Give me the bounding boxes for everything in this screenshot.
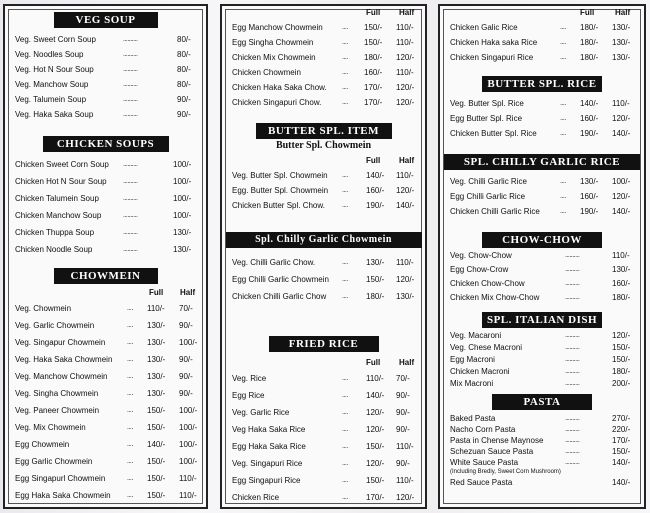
item-price-full: 150/-: [147, 474, 166, 483]
menu-item: Red Sauce Pasta 140/-: [450, 478, 631, 487]
item-price-full: 160/-: [580, 114, 599, 123]
item-name: Chicken Haka saka Rice: [450, 38, 538, 47]
item-price-half: 130/-: [612, 53, 631, 62]
menu-item: Veg. Chow-Chow .......... 110/-: [440, 249, 644, 263]
item-price-half: 110/-: [179, 474, 197, 483]
menu-item: Chicken Butter Spl. Rice .... 190/- 140/-: [440, 126, 644, 141]
menu-item: Egg Haka Saka Chowmein .... 150/- 110/-: [5, 487, 206, 504]
item-name: Chicken Hot N Sour Soup: [15, 177, 107, 186]
item-price-half: 110/-: [396, 68, 414, 77]
menu-item: Egg. Butter Spl. Chowmein .... 160/- 120/-: [222, 183, 425, 198]
item-name: Chicken Haka Saka Chow.: [232, 83, 327, 92]
menu-item: Veg. Garlic Chowmein .... 130/- 90/-: [5, 317, 206, 334]
item-name: Egg. Butter Spl. Chowmein: [232, 186, 329, 195]
item-name: Nacho Corn Pasta: [450, 425, 516, 434]
menu-item: Egg Chowmein .... 140/- 100/-: [5, 436, 206, 453]
item-price-full: 180/-: [364, 53, 383, 62]
item-price: 220/-: [612, 425, 631, 434]
menu-item: Veg. Chese Macroni .......... 150/-: [450, 343, 631, 352]
item-name: Veg. Manchow Soup: [15, 80, 89, 89]
item-price-half: 110/-: [396, 476, 414, 485]
item-name: Chicken Butter Spl. Rice: [450, 129, 537, 138]
menu-item: Veg. Butter Spl. Rice .... 140/- 110/-: [440, 96, 644, 111]
butter-rice-section: [440, 76, 644, 141]
item-name: Chicken Mix Chowmein: [232, 53, 316, 62]
item-name: Veg. Chese Macroni: [450, 343, 523, 352]
menu-column-1: [3, 4, 208, 509]
menu-item: Veg. Chilli Garlic Chow. .... 130/- 110/-: [222, 254, 425, 271]
item-price-full: 150/-: [364, 38, 383, 47]
item-price: 100/-: [173, 211, 192, 220]
column-header: Full Half: [366, 156, 415, 165]
item-price-half: 120/-: [612, 192, 631, 201]
item-price: 90/-: [177, 110, 191, 119]
menu-item: Veg. Garlic Rice .... 120/- 90/-: [222, 404, 425, 421]
item-price: 120/-: [612, 331, 631, 340]
item-name: Chicken Thuppa Soup: [15, 228, 95, 237]
item-price: 180/-: [612, 367, 631, 376]
menu-item: Veg. Sweet Corn Soup .......... 80/-: [5, 32, 206, 47]
item-name: Egg Singapuri Rice: [232, 476, 301, 485]
menu-item: Chicken Hot N Sour Soup .......... 100/-: [5, 173, 206, 190]
chicken-soups-section: [5, 136, 206, 258]
item-name: Chicken Chowmein: [232, 68, 301, 77]
item-name: Chicken Singapuri Chow.: [232, 98, 322, 107]
item-name: Chicken Macroni: [450, 367, 510, 376]
item-price-full: 190/-: [366, 201, 385, 210]
chilly-rice-section: [440, 154, 644, 219]
item-price-full: 140/-: [366, 171, 385, 180]
item-price-full: 130/-: [147, 321, 166, 330]
item-name: Egg Singapurl Chowmein: [15, 474, 106, 483]
item-price-half: 140/-: [612, 129, 631, 138]
item-name: Veg. Chilli Garlic Rice: [450, 177, 527, 186]
item-name: Veg. Haka Saka Soup: [15, 110, 94, 119]
item-price: 80/-: [177, 50, 191, 59]
item-name: Chicken Butter Spl. Chow.: [232, 201, 325, 210]
menu-item: Nacho Corn Pasta .......... 220/-: [450, 425, 631, 434]
item-price-full: 160/-: [580, 192, 599, 201]
butter-item-section: [222, 123, 425, 213]
item-name: Egg Haka Saka Chowmein: [15, 491, 111, 500]
menu-item: Egg Rice .... 140/- 90/-: [222, 387, 425, 404]
item-price-half: 90/-: [179, 372, 193, 381]
menu-item: Chicken Manchow Soup .......... 100/-: [5, 207, 206, 224]
item-price-half: 110/-: [396, 23, 414, 32]
menu-item: Baked Pasta .......... 270/-: [450, 414, 631, 423]
item-price-half: 140/-: [396, 201, 415, 210]
menu-item: Veg. Rice .... 110/- 70/-: [222, 370, 425, 387]
item-price-full: 180/-: [366, 292, 385, 301]
item-name: Veg. Paneer Chowmein: [15, 406, 100, 415]
item-price-half: 90/-: [396, 459, 410, 468]
item-price-half: 110/-: [612, 99, 630, 108]
item-name: Egg Singha Chowmein: [232, 38, 314, 47]
item-price-full: 120/-: [366, 425, 385, 434]
item-price-full: 150/-: [364, 23, 383, 32]
menu-item: Egg Singapurl Chowmein .... 150/- 110/-: [5, 470, 206, 487]
item-price: 270/-: [612, 414, 631, 423]
item-name: Veg Haka Saka Rice: [232, 425, 306, 434]
item-price: 80/-: [177, 80, 191, 89]
item-price-half: 120/-: [396, 83, 415, 92]
item-price-half: 110/-: [396, 258, 414, 267]
column-header: Full Half: [366, 358, 415, 367]
item-name: Veg. Sweet Corn Soup: [15, 35, 96, 44]
menu-column-3: [438, 4, 646, 509]
section-title: CHOWMEIN: [54, 268, 158, 284]
chowmein-section: [5, 268, 206, 504]
menu-item: Veg. Mix Chowmein .... 150/- 100/-: [5, 419, 206, 436]
menu-item: Schezuan Sauce Pasta .......... 150/-: [450, 447, 631, 456]
item-price-full: 150/-: [366, 476, 385, 485]
menu-column-2: [220, 4, 427, 509]
item-price: 80/-: [177, 35, 191, 44]
section-title: PASTA: [492, 394, 592, 410]
item-name: Veg. Macaroni: [450, 331, 502, 340]
item-price-half: 100/-: [612, 177, 631, 186]
item-name: Veg. Rice: [232, 374, 267, 383]
chilly-chowmein-section: [222, 232, 425, 305]
menu-item: Chicken Talumein Soup .......... 100/-: [5, 190, 206, 207]
item-price-full: 130/-: [147, 372, 166, 381]
rice-continued-section: [440, 8, 644, 65]
item-price: 140/-: [612, 458, 631, 467]
item-name: Chicken Noodle Soup: [15, 245, 93, 254]
item-price: 100/-: [173, 160, 192, 169]
menu-item: Veg. Singapur Chowmein .... 130/- 100/-: [5, 334, 206, 351]
item-name: Veg. Hot N Sour Soup: [15, 65, 94, 74]
section-title: SPL. CHILLY GARLIC RICE: [444, 154, 640, 170]
column-header: Full Half: [580, 8, 631, 17]
item-name: Veg. Butter Spl. Rice: [450, 99, 524, 108]
item-price-half: 110/-: [396, 442, 414, 451]
item-name: Schezuan Sauce Pasta: [450, 447, 534, 456]
item-price-half: 130/-: [612, 23, 631, 32]
menu-item: Veg. Haka Saka Soup .......... 90/-: [5, 107, 206, 122]
item-price-full: 110/-: [366, 374, 384, 383]
item-price-half: 120/-: [396, 53, 415, 62]
item-price-half: 70/-: [179, 304, 193, 313]
item-price-full: 120/-: [366, 408, 385, 417]
menu-item: Chicken Mix Chow-Chow .......... 180/-: [440, 291, 644, 305]
item-price-full: 150/-: [366, 442, 385, 451]
item-price-half: 110/-: [179, 491, 197, 500]
item-price-full: 160/-: [364, 68, 383, 77]
menu-item: Veg. Singapuri Rice .... 120/- 90/-: [222, 455, 425, 472]
item-price-half: 90/-: [179, 321, 193, 330]
menu-item: Mix Macroni .......... 200/-: [450, 379, 631, 388]
item-name: Egg Haka Saka Rice: [232, 442, 306, 451]
item-price-full: 150/-: [366, 275, 385, 284]
item-price-full: 120/-: [366, 459, 385, 468]
item-price-half: 90/-: [396, 425, 410, 434]
item-name: White Sauce Pasta: [450, 458, 519, 467]
item-price: 130/-: [173, 228, 192, 237]
pasta-section: [440, 394, 644, 489]
section-subtitle: Butter Spl. Chowmein: [275, 140, 372, 151]
menu-item: Pasta in Chense Maynose .......... 170/-: [450, 436, 631, 445]
veg-soup-section: [5, 12, 206, 122]
item-price: 130/-: [173, 245, 192, 254]
item-name: Veg. Talumein Soup: [15, 95, 87, 104]
item-name: Egg Chilli Garlic Rice: [450, 192, 526, 201]
menu-item: Veg Haka Saka Rice .... 120/- 90/-: [222, 421, 425, 438]
item-price-full: 140/-: [580, 99, 599, 108]
menu-item: Veg. Hot N Sour Soup .......... 80/-: [5, 62, 206, 77]
menu-item: Veg. Butter Spl. Chowmein .... 140/- 110/-: [222, 168, 425, 183]
item-name: Chicken Mix Chow-Chow: [450, 293, 540, 302]
section-title: SPL. ITALIAN DISH: [482, 312, 602, 328]
item-name: Egg Chowmein: [15, 440, 70, 449]
item-price-half: 110/-: [396, 38, 414, 47]
item-price: 110/-: [612, 251, 630, 260]
item-price-half: 120/-: [396, 98, 415, 107]
item-price-full: 180/-: [580, 53, 599, 62]
menu-item: Egg Singha Chowmein .... 150/- 110/-: [222, 35, 425, 50]
menu-item: Egg Haka Saka Rice .... 150/- 110/-: [222, 438, 425, 455]
item-name: Veg. Chowmein: [15, 304, 72, 313]
item-name: Chicken Chow-Chow: [450, 279, 525, 288]
item-price-full: 150/-: [147, 457, 166, 466]
menu-item: Chicken Macroni .......... 180/-: [450, 367, 631, 376]
menu-item: Chicken Noodle Soup .......... 130/-: [5, 241, 206, 258]
menu-item: Egg Chilli Garlic Rice .... 160/- 120/-: [440, 189, 644, 204]
menu-item: Chicken Chow-Chow .......... 160/-: [440, 277, 644, 291]
section-title: CHICKEN SOUPS: [43, 136, 169, 152]
item-price-half: 140/-: [612, 207, 631, 216]
item-name: Mix Macroni: [450, 379, 494, 388]
item-price-full: 170/-: [364, 98, 383, 107]
item-price-full: 150/-: [147, 491, 166, 500]
menu-item: Chicken Chilli Garlic Chow .... 180/- 130/-: [222, 288, 425, 305]
menu-item: Chicken Haka Saka Chow. .... 170/- 120/-: [222, 80, 425, 95]
item-name: Veg. Mix Chowmein: [15, 423, 86, 432]
item-price-full: 150/-: [147, 423, 166, 432]
menu-item: Chicken Singapuri Chow. .... 170/- 120/-: [222, 95, 425, 110]
menu-item: Veg. Manchow Chowmein .... 130/- 90/-: [5, 368, 206, 385]
menu-item: Veg. Haka Saka Chowmein .... 130/- 90/-: [5, 351, 206, 368]
item-price-half: 90/-: [179, 355, 193, 364]
item-name: Chicken Rice: [232, 493, 280, 502]
menu-item: Veg. Chowmein .... 110/- 70/-: [5, 300, 206, 317]
menu-item: Egg Macroni .......... 150/-: [450, 355, 631, 364]
column-header: Full Half: [149, 288, 196, 297]
item-price-half: 130/-: [612, 38, 631, 47]
italian-dish-section: [440, 312, 644, 390]
item-price: 150/-: [612, 343, 631, 352]
chowmein-continued-section: [222, 8, 425, 110]
item-name: Veg. Noodles Soup: [15, 50, 84, 59]
item-name: Veg. Singapur Chowmein: [15, 338, 106, 347]
menu-item: Veg. Singha Chowmein .... 130/- 90/-: [5, 385, 206, 402]
item-price: 160/-: [612, 279, 631, 288]
item-name: Veg. Singha Chowmein: [15, 389, 99, 398]
item-name: Egg Macroni: [450, 355, 495, 364]
menu-item: White Sauce Pasta .......... 140/-: [450, 458, 631, 467]
menu-item: Egg Garlic Chowmein .... 150/- 100/-: [5, 453, 206, 470]
pasta-note: (Including Bredly, Sweet Corn Mushroom): [450, 469, 561, 475]
item-price-half: 100/-: [179, 440, 198, 449]
menu-item: Egg Chow-Crow .......... 130/-: [440, 263, 644, 277]
item-name: Egg Garlic Chowmein: [15, 457, 93, 466]
item-price-full: 130/-: [147, 389, 166, 398]
menu-item: Egg Singapuri Rice .... 150/- 110/-: [222, 472, 425, 489]
item-name: Pasta in Chense Maynose: [450, 436, 544, 445]
item-name: Veg. Manchow Chowmein: [15, 372, 108, 381]
menu-item: Chicken Chowmein .... 160/- 110/-: [222, 65, 425, 80]
item-price-half: 120/-: [396, 493, 415, 502]
item-price: 80/-: [177, 65, 191, 74]
menu-item: Veg. Manchow Soup .......... 80/-: [5, 77, 206, 92]
section-title: Spl. Chilly Garlic Chowmein: [226, 232, 422, 248]
menu-item: Veg. Paneer Chowmein .... 150/- 100/-: [5, 402, 206, 419]
section-title: CHOW-CHOW: [482, 232, 602, 248]
menu-item: Chicken Chilli Garlic Rice .... 190/- 140/-: [440, 204, 644, 219]
item-price-half: 120/-: [612, 114, 631, 123]
item-price-full: 130/-: [147, 338, 166, 347]
item-price-full: 110/-: [147, 304, 165, 313]
item-name: Chicken Galic Rice: [450, 23, 518, 32]
menu-item: Chicken Mix Chowmein .... 180/- 120/-: [222, 50, 425, 65]
fried-rice-section: [222, 336, 425, 506]
item-price-full: 140/-: [147, 440, 166, 449]
item-price-full: 170/-: [364, 83, 383, 92]
item-price-half: 90/-: [396, 408, 410, 417]
item-name: Egg Butter Spl. Rice: [450, 114, 523, 123]
item-price: 180/-: [612, 293, 631, 302]
item-price-half: 100/-: [179, 338, 198, 347]
item-name: Veg. Chilli Garlic Chow.: [232, 258, 316, 267]
item-price-half: 90/-: [396, 391, 410, 400]
menu-item: Veg. Chilli Garlic Rice .... 130/- 100/-: [440, 174, 644, 189]
item-price-full: 130/-: [147, 355, 166, 364]
item-price: 170/-: [612, 436, 631, 445]
item-name: Egg Rice: [232, 391, 265, 400]
item-price-full: 180/-: [580, 38, 599, 47]
item-name: Veg. Garlic Rice: [232, 408, 290, 417]
item-price-half: 90/-: [179, 389, 193, 398]
section-title: VEG SOUP: [54, 12, 158, 28]
item-price: 200/-: [612, 379, 631, 388]
section-title: BUTTER SPL. ITEM: [256, 123, 392, 139]
menu-item: Egg Chilli Garlic Chowmein .... 150/- 120/-: [222, 271, 425, 288]
item-name: Chicken Sweet Corn Soup: [15, 160, 109, 169]
item-name: Chicken Manchow Soup: [15, 211, 102, 220]
item-name: Chicken Singapuri Rice: [450, 53, 534, 62]
menu-item: Veg. Noodles Soup .......... 80/-: [5, 47, 206, 62]
item-price-full: 160/-: [366, 186, 385, 195]
item-price-half: 120/-: [396, 186, 415, 195]
item-price-half: 130/-: [396, 292, 415, 301]
menu-item: Chicken Sweet Corn Soup .......... 100/-: [5, 156, 206, 173]
item-price-full: 150/-: [147, 406, 166, 415]
item-price-half: 110/-: [396, 171, 414, 180]
item-name: Veg. Singapuri Rice: [232, 459, 303, 468]
item-name: Veg. Haka Saka Chowmein: [15, 355, 113, 364]
item-price-full: 190/-: [580, 207, 599, 216]
item-price-full: 130/-: [366, 258, 385, 267]
menu-item: Veg. Talumein Soup .......... 90/-: [5, 92, 206, 107]
item-name: Egg Chow-Crow: [450, 265, 509, 274]
item-price-half: 100/-: [179, 406, 198, 415]
item-price-half: 120/-: [396, 275, 415, 284]
menu-item: Chicken Galic Rice .... 180/- 130/-: [440, 20, 644, 35]
column-header: Full Half: [366, 8, 415, 17]
item-price-half: 100/-: [179, 457, 198, 466]
item-price-full: 130/-: [580, 177, 599, 186]
section-title: BUTTER SPL. RICE: [482, 76, 602, 92]
menu-item: Chicken Butter Spl. Chow. .... 190/- 140/-: [222, 198, 425, 213]
menu-item: Chicken Thuppa Soup .......... 130/-: [5, 224, 206, 241]
menu-item: Chicken Singapuri Rice .... 180/- 130/-: [440, 50, 644, 65]
item-name: Veg. Chow-Chow: [450, 251, 512, 260]
item-name: Chicken Talumein Soup: [15, 194, 99, 203]
item-price: 90/-: [177, 95, 191, 104]
menu-item: Egg Butter Spl. Rice .... 160/- 120/-: [440, 111, 644, 126]
item-price: 150/-: [612, 447, 631, 456]
item-price-half: 100/-: [179, 423, 198, 432]
item-price-half: 70/-: [396, 374, 410, 383]
menu-item: Egg Manchow Chowmein .... 150/- 110/-: [222, 20, 425, 35]
chow-chow-section: [440, 232, 644, 305]
item-price: 100/-: [173, 177, 192, 186]
section-title: FRIED RICE: [269, 336, 379, 352]
item-price: 100/-: [173, 194, 192, 203]
item-name: Veg. Garlic Chowmein: [15, 321, 95, 330]
item-price: 130/-: [612, 265, 631, 274]
item-name: Baked Pasta: [450, 414, 496, 423]
item-price-full: 190/-: [580, 129, 599, 138]
menu-item: Chicken Rice .... 170/- 120/-: [222, 489, 425, 506]
item-price-full: 180/-: [580, 23, 599, 32]
item-price-full: 170/-: [366, 493, 385, 502]
item-name: Veg. Butter Spl. Chowmein: [232, 171, 328, 180]
item-name: Egg Chilli Garlic Chowmein: [232, 275, 329, 284]
item-price: 150/-: [612, 355, 631, 364]
menu-item: Veg. Macaroni .......... 120/-: [450, 331, 631, 340]
item-name: Egg Manchow Chowmein: [232, 23, 323, 32]
item-name: Chicken Chilli Garlic Rice: [450, 207, 540, 216]
item-price-full: 140/-: [366, 391, 385, 400]
menu-item: Chicken Haka saka Rice .... 180/- 130/-: [440, 35, 644, 50]
item-name: Chicken Chilli Garlic Chow: [232, 292, 327, 301]
